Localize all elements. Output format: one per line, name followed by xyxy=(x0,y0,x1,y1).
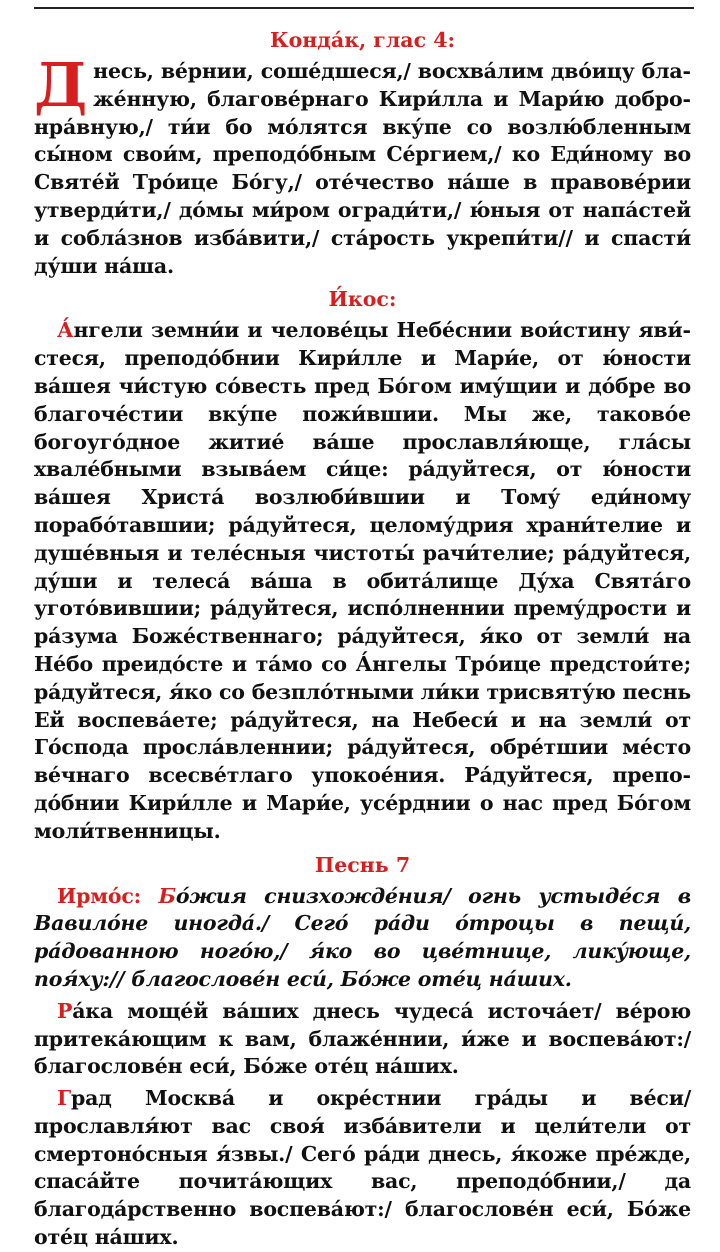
tropar-1-body: а́ка моще́й ва́ших днесь чудеса́ источа́ет/ ве́рою притека́ющим к вам, блаже́ннии, и́же и воспева́ют:/ благослове́н еси́, Бо́же оте́ц на́ших. xyxy=(34,998,691,1079)
ikos-body: нгели земни́и и челове́цы Небе́снии вои́стину яви́стеся, преподо́бнии Кири́лле и Мари́е, от ю́ности ва́шея чи́стую со́весть пред Бо́гом иму́щии и до́бре во благоче́стии вку́пе пожи́вшии. Мы же, таково́е богоуго́дное житие́ ва́ше прославля́юще, гла́сы хвале́бными взыва́ем си́це: ра́дуйтеся, от ю́ности ва́шея Христа́ возлюби́вшии и Тому́ еди́ному порабо́тавшии; ра́дуйтеся, целому́дрия храни́телие и душе́вныя и теле́сныя чистоты́ рачи́телие; ра́дуйтеся, ду́ши и телеса́ ва́ша в обита́лище Ду́ха Свята́го угото́вившии; ра́дуйтеся, испо́лненнии прему́дрости и ра́зума Боже́ственнаго; ра́дуйтеся, я́ко от земли́ на Не́бо преидо́сте и та́мо со А́нгелы Тро́ице предстои́те; ра́дуйтеся, я́ко со безпло́тными ли́ки трисвяту́ю песнь Ей воспева́ете; ра́дуйтеся, на Небеси́ и на земли́ от Го́спода просла́вленнии; ра́дуйтеся, обре́тшии ме́сто ве́чнаго всесве́тлаго упокое́ния. Ра́дуйтеся, преподо́бнии Кири́лле и Мари́е, усе́рднии о нас пред Бо́гом моли́твенницы. xyxy=(34,318,691,843)
kondak-dropcap: Д xyxy=(34,51,88,121)
ikos-initial: А́ xyxy=(57,318,74,343)
kondak-text xyxy=(34,51,691,280)
tropar-1 xyxy=(34,998,691,1081)
irmos-initial: Б xyxy=(158,883,176,908)
irmos-label: Ирмо́с: xyxy=(57,883,159,908)
irmos-body: о́жия снизхожде́ния/ огнь устыде́ся в Вавило́не иногда́./ Сего́ ра́ди о́троцы в пещи́, ра́дованною ного́ю,/ я́ко во цве́тнице, лику́юще, поя́ху:// благослове́н еси́, Бо́же оте́ц на́ших. xyxy=(34,883,691,991)
top-rule xyxy=(34,7,694,9)
ikos-text xyxy=(34,317,691,845)
irmos-text xyxy=(34,883,691,994)
kondak-heading: Конда́к, глас 4: xyxy=(269,28,456,52)
tropar-2 xyxy=(34,1085,691,1252)
tropar-1-initial: Р xyxy=(57,998,73,1023)
kondak-body: несь, ве́рнии, соше́дшеся,/ восхва́лим дво́ицу блаже́нную, благове́рнаго Кири́лла и Мари́ю добронра́вную,/ ти́и бо мо́лятся вку́пе со возлю́бленным сы́ном свои́м, преподо́бным Се́ргием,/ ко Еди́ному во Святе́й Тро́ице Бо́гу,/ оте́чество на́ше в правове́рии утверди́ти,/ до́мы ми́ром огради́ти,/ ю́ныя от напа́стей и соблáзнов изба́вити,/ ста́рость укрепи́ти// и спасти́ ду́ши на́ша. xyxy=(34,59,691,278)
page-content xyxy=(34,27,691,1252)
tropar-2-initial: Г xyxy=(57,1086,71,1111)
pesn7-heading: Песнь 7 xyxy=(314,852,411,877)
ikos-heading: И́кос: xyxy=(328,287,397,312)
tropar-2-body: рад Москва́ и окре́стнии гра́ды и ве́си/ прославля́ют вас своя́ изба́вители и цели́тели от смертоно́сныя я́звы./ Сего́ ра́ди днесь, я́коже пре́жде, спаса́йте почита́ющих вас, преподо́бнии,/ да благода́рственно воспева́ют:/ благослове́н еси́, Бо́же оте́ц на́ших. xyxy=(34,1086,691,1250)
